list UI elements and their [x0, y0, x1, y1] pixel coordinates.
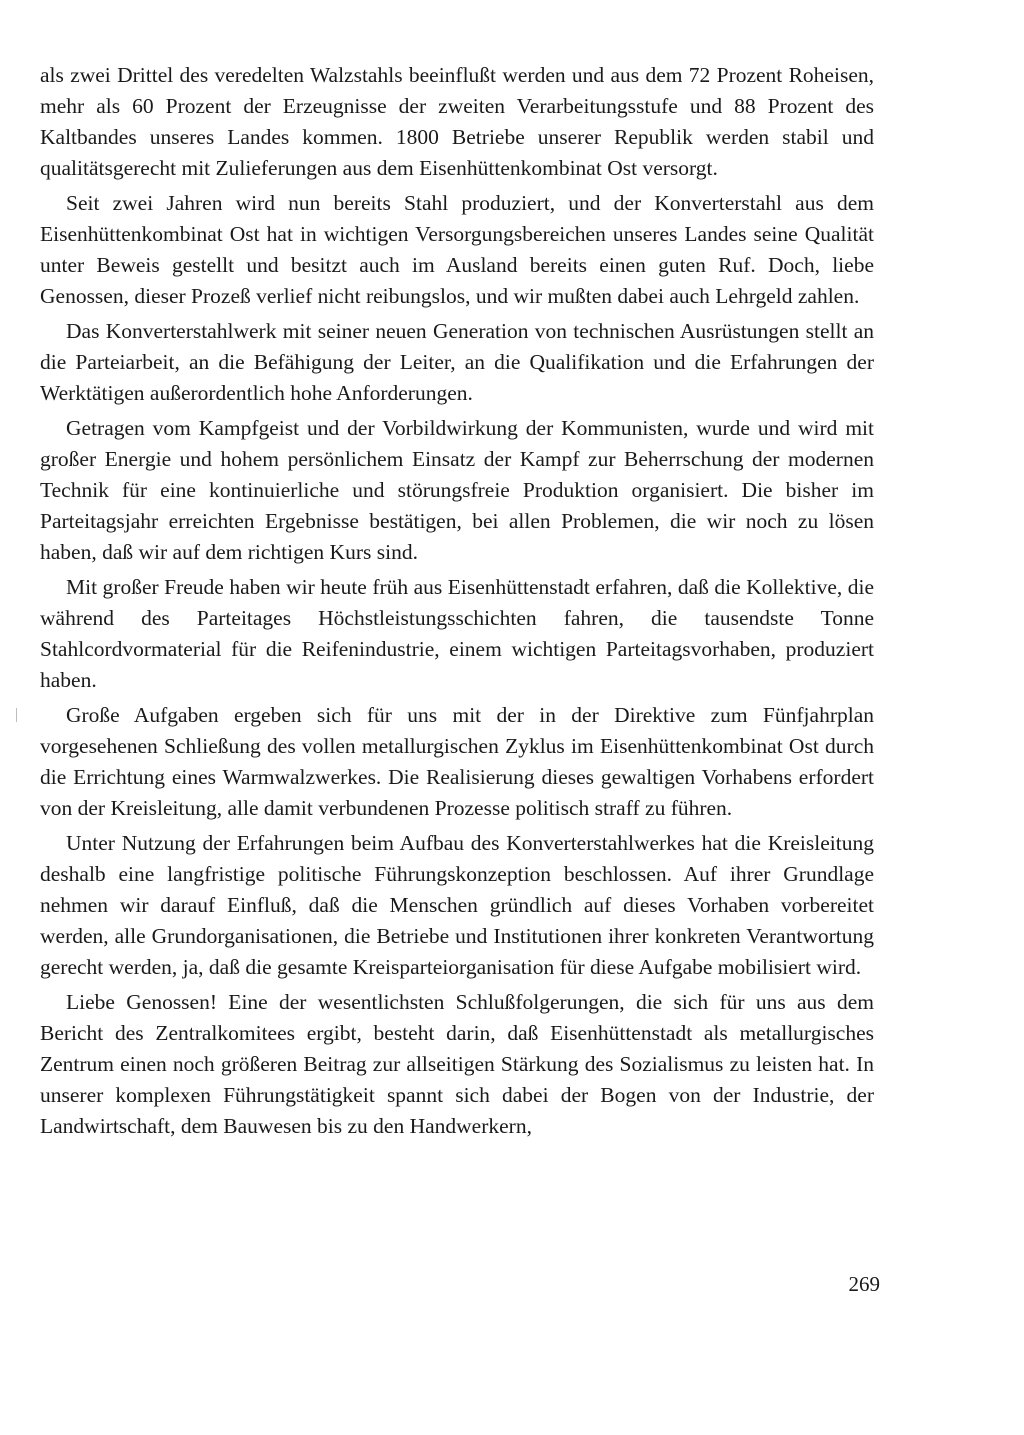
- paragraph-5: Mit großer Freude haben wir heute früh aus Eisenhüttenstadt erfahren, daß die Kollektive, die während des Parteitages Höchstleistungsschichten fahren, die tausendste Tonne Stahlcordvormaterial für die Reifenindustrie, einem wichtigen Parteitagsvorhaben, produziert haben.: [40, 575, 874, 692]
- body-text: [40, 60, 874, 1146]
- paragraph-3: Das Konverterstahlwerk mit seiner neuen Generation von technischen Ausrüstungen stellt an die Parteiarbeit, an die Befähigung der Leiter, an die Qualifikation und die Erfahrungen der Werktätigen außerordentlich hohe Anforderungen.: [40, 319, 874, 405]
- paragraph-7: Unter Nutzung der Erfahrungen beim Aufbau des Konverterstahlwerkes hat die Kreisleitung deshalb eine langfristige politische Führungskonzeption beschlossen. Auf ihrer Grundlage nehmen wir darauf Einfluß, daß die Menschen gründlich auf dieses Vorhaben vorbereitet werden, alle Grundorganisationen, die Betriebe und Institutionen ihrer konkreten Verantwortung gerecht werden, ja, daß die gesamte Kreisparteiorganisation für diese Aufgabe mobilisiert wird.: [40, 831, 874, 979]
- paragraph-1: als zwei Drittel des veredelten Walzstahls beeinflußt werden und aus dem 72 Prozent Roheisen, mehr als 60 Prozent der Erzeugnisse der zweiten Verarbeitungsstufe und 88 Prozent des Kaltbandes unseres Landes kommen. 1800 Betriebe unserer Republik werden stabil und qualitätsgerecht mit Zulieferungen aus dem Eisenhüttenkombinat Ost versorgt.: [40, 63, 874, 180]
- paragraph-8: Liebe Genossen! Eine der wesentlichsten Schlußfolgerungen, die sich für uns aus dem Bericht des Zentralkomitees ergibt, besteht darin, daß Eisenhüttenstadt als metallurgisches Zentrum einen noch größeren Beitrag zur allseitigen Stärkung des Sozialismus zu leisten hat. In unserer komplexen Führungstätigkeit spannt sich dabei der Bogen von der Industrie, der Landwirtschaft, dem Bauwesen bis zu den Handwerkern,: [40, 990, 874, 1138]
- page-number: 269: [848, 1272, 880, 1296]
- margin-mark: [16, 708, 17, 722]
- paragraph-6: Große Aufgaben ergeben sich für uns mit der in der Direktive zum Fünfjahrplan vorgesehenen Schließung des vollen metallurgischen Zyklus im Eisenhüttenkombinat Ost durch die Errichtung eines Warmwalzwerkes. Die Realisierung dieses gewaltigen Vorhabens erfordert von der Kreisleitung, alle damit verbundenen Prozesse politisch straff zu führen.: [40, 703, 874, 820]
- paragraph-4: Getragen vom Kampfgeist und der Vorbildwirkung der Kommunisten, wurde und wird mit großer Energie und hohem persönlichem Einsatz der Kampf zur Beherrschung der modernen Technik für eine kontinuierliche und störungsfreie Produktion organisiert. Die bisher im Parteitagsjahr erreichten Ergebnisse bestätigen, bei allen Problemen, die wir noch zu lösen haben, daß wir auf dem richtigen Kurs sind.: [40, 416, 874, 564]
- paragraph-2: Seit zwei Jahren wird nun bereits Stahl produziert, und der Konverterstahl aus dem Eisenhüttenkombinat Ost hat in wichtigen Versorgungsbereichen unseres Landes seine Qualität unter Beweis gestellt und besitzt auch im Ausland bereits einen guten Ruf. Doch, liebe Genossen, dieser Prozeß verlief nicht reibungslos, und wir mußten dabei auch Lehrgeld zahlen.: [40, 191, 874, 308]
